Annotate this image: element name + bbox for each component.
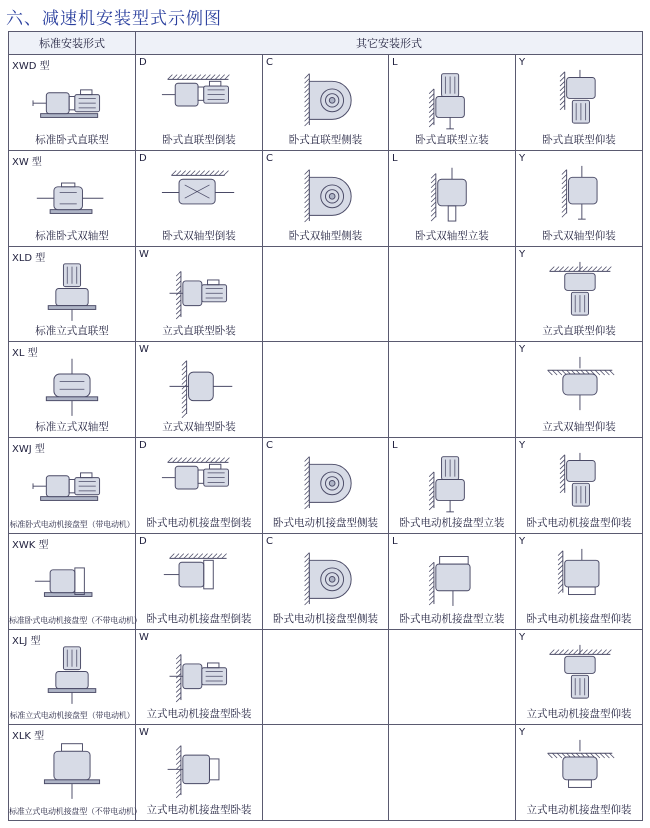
mounting-cell [9,629,136,725]
table-row [9,725,643,821]
mounting-caption: 卧式双轴型倒装 [162,229,236,242]
inverted-motor-reducer-icon [144,451,254,514]
empty-cell [389,725,516,821]
wall-horizontal-motor-icon [144,643,254,706]
wall-vertical-shaft-down-icon [397,164,507,227]
mounting-cell [136,246,263,342]
mounting-caption: 标准卧式电动机接盘型（不带电动机） [9,615,142,625]
mounting-caption: 卧式直联型倒装 [162,133,236,146]
mounting-code: Y [519,535,526,547]
mounting-code: D [139,57,147,68]
mounting-code: D [139,440,147,451]
wall-vertical-flange-icon [397,547,507,610]
mounting-code: L [392,440,398,451]
mounting-caption: 卧式双轴型仰装 [542,229,616,242]
table-row [9,629,643,725]
mounting-caption: 立式电动机接盘型卧装 [146,708,252,721]
mounting-caption: 标准卧式直联型 [35,133,109,146]
table-row [9,150,643,246]
page-title: 六、减速机安装型式示例图 [6,9,222,29]
mounting-cell [516,342,643,438]
mounting-code: W [139,631,149,643]
mounting-caption: 立式双轴型卧装 [162,421,236,433]
table-row [9,438,643,534]
mounting-cell [516,629,643,725]
wall-vertical-motor-down-icon [524,68,634,131]
mounting-code: Y [519,440,526,451]
mounting-cell [516,55,643,151]
vertical-flange-no-motor-icon [17,738,127,801]
mounting-caption: 立式电动机接盘型仰装 [526,708,632,721]
mounting-cell [263,55,389,151]
mounting-code: L [392,152,398,164]
mounting-caption: 卧式电动机接盘型仰装 [526,612,632,625]
mounting-code: XWK 型 [12,539,49,551]
empty-cell [389,629,516,725]
mounting-caption: 卧式直联型仰装 [542,133,616,146]
mounting-code: Y [519,344,526,356]
table-row [9,55,643,151]
mounting-cell [389,55,516,151]
ceiling-vertical-flange-icon [524,738,634,801]
mounting-code: C [266,152,273,164]
mounting-code: W [139,248,149,260]
mounting-cell [9,438,136,534]
mounting-cell [136,725,263,821]
horizontal-double-shaft-icon [17,164,127,227]
side-mount-circular-icon [271,164,380,227]
side-mount-circular-icon [271,451,380,514]
mounting-code: XL 型 [12,348,38,360]
mounting-cell [516,246,643,342]
empty-cell [263,725,389,821]
mounting-cell [136,629,263,725]
mounting-caption: 卧式直联型立装 [415,133,489,146]
mounting-cell [9,342,136,438]
mounting-cell [136,150,263,246]
mounting-cell [389,533,516,629]
mounting-code: L [392,57,398,68]
inverted-double-shaft-icon [144,164,254,227]
mounting-cell [136,438,263,534]
table-row [9,533,643,629]
mounting-code: L [392,535,398,547]
mounting-caption: 立式电动机接盘型仰装 [526,804,632,816]
mounting-code: Y [519,248,526,260]
table-row [9,342,643,438]
mounting-caption: 立式直联型卧装 [162,325,236,338]
mounting-cell [9,533,142,629]
vertical-double-shaft-icon [17,355,127,418]
wall-horizontal-double-shaft-icon [144,355,254,418]
mounting-cell [516,438,643,534]
mounting-cell [263,150,389,246]
mounting-code: XW 型 [12,156,42,168]
mounting-cell [516,725,643,821]
mounting-caption: 标准立式双轴型 [35,421,109,433]
horizontal-motor-reducer-icon [17,451,127,514]
mounting-caption: 标准卧式双轴型 [35,229,109,242]
mounting-code: Y [519,57,526,68]
mounting-caption: 卧式直联型侧装 [288,133,363,146]
mounting-caption: 卧式双轴型侧装 [288,229,363,242]
wall-horizontal-motor-icon [144,260,254,323]
side-mount-circular-icon [271,547,380,610]
empty-cell [389,342,516,438]
mounting-caption: 卧式电动机接盘型仰装 [526,516,632,529]
mounting-code: C [266,57,273,68]
mounting-cell [136,342,263,438]
mounting-cell [389,150,516,246]
mounting-caption: 标准立式直联型 [35,325,109,338]
inverted-motor-reducer-icon [144,68,254,131]
mounting-code: Y [519,727,526,739]
mounting-caption: 立式直联型仰装 [542,325,616,338]
empty-cell [263,246,389,342]
mounting-caption: 卧式电动机接盘型侧装 [273,612,378,625]
mounting-caption: 卧式双轴型立装 [415,229,489,242]
mounting-cell [9,150,136,246]
mounting-caption: 立式电动机接盘型卧装 [146,804,252,816]
mounting-cell [516,533,643,629]
wall-horizontal-flange-icon [144,738,254,801]
mounting-cell [9,246,136,342]
mounting-cell [136,533,263,629]
table-row [9,246,643,342]
ceiling-vertical-motor-down-icon [524,260,634,323]
mounting-code: D [139,535,147,547]
mounting-code: XWD 型 [12,61,50,72]
vertical-motor-up-icon [17,643,127,706]
mounting-code: XLJ 型 [12,635,41,647]
empty-cell [389,246,516,342]
empty-cell [263,342,389,438]
horizontal-motor-reducer-icon [17,68,127,131]
inverted-flange-icon [144,547,254,610]
mounting-code: W [139,344,149,356]
mounting-cell [9,55,136,151]
wall-vertical-motor-up-icon [397,451,507,514]
empty-cell [263,629,389,725]
other-forms-header: 其它安装形式 [136,32,643,55]
mounting-cell [389,438,516,534]
mounting-caption: 标准立式电动机接盘型（不带电动机） [9,807,142,816]
mounting-caption: 标准立式电动机接盘型（带电动机） [9,711,135,721]
mounting-cell [263,438,389,534]
mounting-cell [9,725,142,821]
side-mount-circular-icon [271,68,380,131]
mounting-caption: 卧式电动机接盘型倒装 [146,612,252,625]
standard-forms-header: 标准安装形式 [9,32,136,55]
mounting-caption: 卧式电动机接盘型立装 [399,612,505,625]
wall-vertical-flange-up-icon [524,547,634,610]
mounting-caption: 标准卧式电动机接盘型（带电动机） [9,519,135,529]
mounting-code: Y [519,152,526,164]
mounting-code: C [266,440,273,451]
mounting-cell [136,55,263,151]
horizontal-flange-no-motor-icon [17,547,127,610]
wall-vertical-shaft-up-icon [524,164,634,227]
ceiling-vertical-double-shaft-icon [524,355,634,418]
mounting-code: D [139,152,147,164]
mounting-caption: 卧式电动机接盘型侧装 [273,516,378,529]
mounting-code: C [266,535,273,547]
mounting-cell [516,150,643,246]
wall-vertical-motor-down-icon [524,451,634,514]
mounting-caption: 卧式电动机接盘型立装 [399,516,505,529]
mounting-code: XLK 型 [12,731,45,743]
mounting-forms-table [8,31,643,821]
mounting-code: Y [519,631,526,643]
mounting-code: XLD 型 [12,252,46,264]
mounting-caption: 卧式电动机接盘型倒装 [146,516,252,529]
mounting-cell [263,533,389,629]
mounting-caption: 立式双轴型仰装 [542,421,616,433]
ceiling-vertical-motor-down-icon [524,643,634,706]
mounting-code: XWJ 型 [12,444,45,455]
vertical-motor-up-icon [17,260,127,323]
wall-vertical-motor-up-icon [397,68,507,131]
mounting-code: W [139,727,149,739]
